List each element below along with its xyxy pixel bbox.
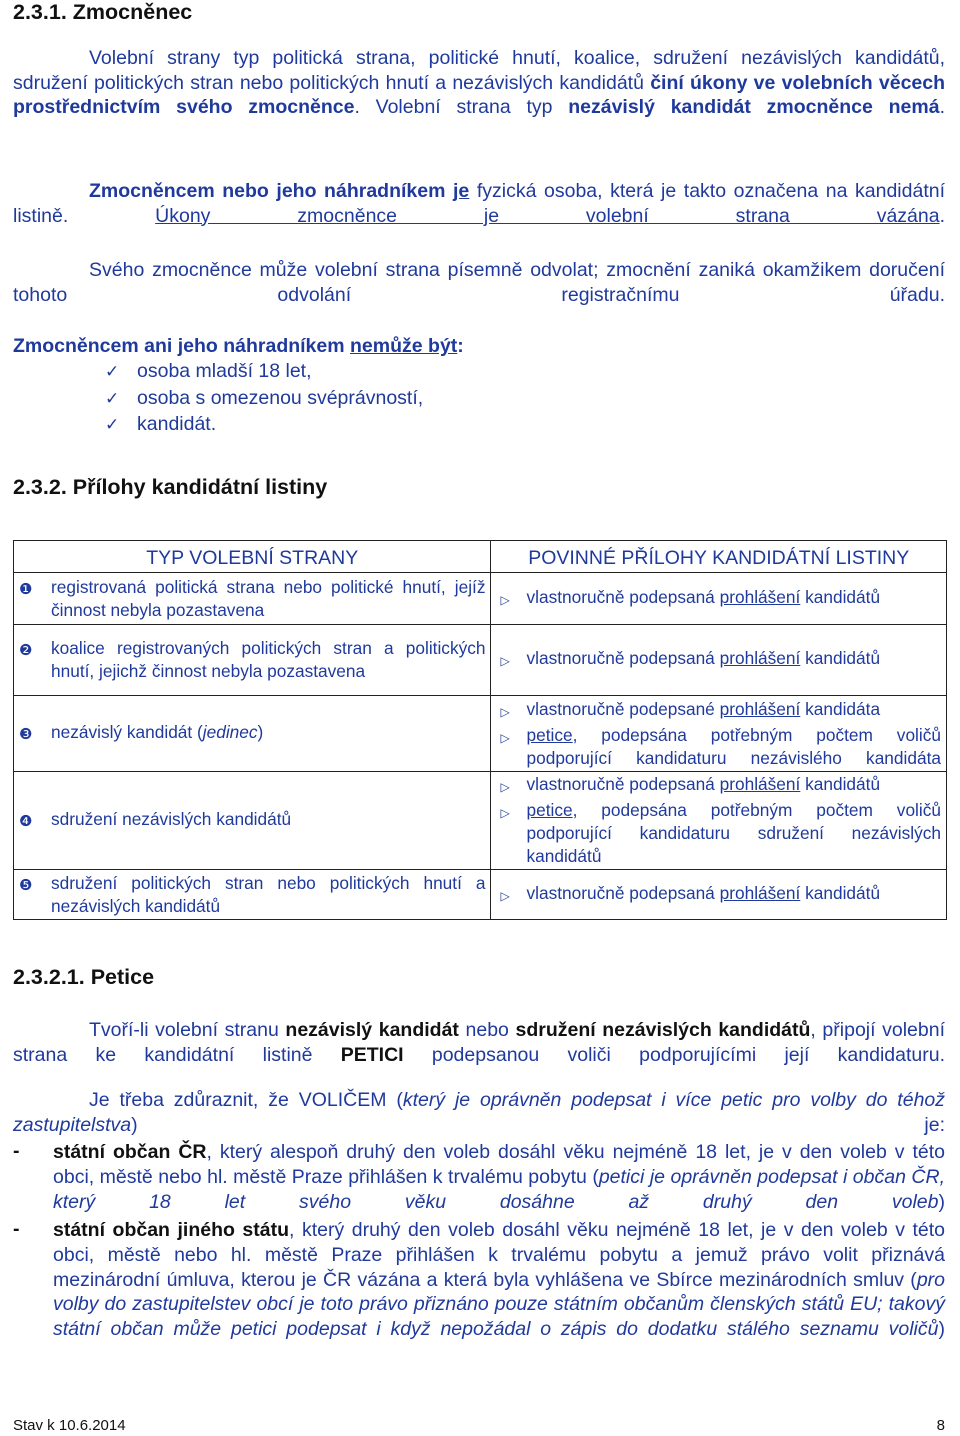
att-link: petice <box>526 724 573 745</box>
table-row <box>14 696 947 772</box>
check-icon: ✓ <box>105 361 120 381</box>
paragraph-odvolani: Svého zmocněnce může volební strana písemně odvolat; zmocnění zaniká okamžikem doručení tohoto odvolání registračnímu úřadu. <box>13 259 945 306</box>
petice-bold: PETICI <box>340 1043 404 1066</box>
table-header-row <box>14 541 947 573</box>
triangle-bullet-icon: ▷ <box>500 780 510 794</box>
condition-bold: státní občan ČR <box>53 1141 207 1163</box>
intro-text: Volební strany typ politická strana, politické hnutí, koalice, sdružení nezávislých kandidátů, sdružení politických stran nebo politických hnutí a nezávislých kandidátů <box>13 47 945 94</box>
nemuze-colon: : <box>457 335 464 357</box>
intro-end: . <box>939 96 945 118</box>
att-link: prohlášení <box>719 698 801 719</box>
att-link: petice <box>526 800 573 820</box>
footer-date: Stav k 10.6.2014 <box>13 1417 126 1434</box>
attachments-cell <box>491 696 947 772</box>
att-text: kandidátů <box>800 774 881 794</box>
type-cell <box>14 573 491 625</box>
attachments-cell <box>491 625 947 696</box>
dash-bullet: - <box>13 1218 20 1240</box>
type-label: registrovaná politická strana nebo politické hnutí, jejíž činnost nebyla pozastavena <box>51 576 486 620</box>
voter-condition-text <box>53 1140 945 1214</box>
att-text: , podepsána potřebným počtem voličů podporující kandidaturu sdružení nezávislých kandidátů <box>526 800 941 866</box>
att-text: vlastnoručně podepsaná <box>526 882 720 903</box>
att-text: vlastnoručně podepsaná <box>526 586 720 607</box>
att-text: , podepsána potřebným počtem voličů podporující kandidaturu nezávislého kandidáta <box>526 724 941 768</box>
intro-mid: . Volební strana typ <box>354 96 553 118</box>
att-text: kandidátů <box>800 882 881 903</box>
volic-text: Je třeba zdůraznit, že VOLIČEM ( <box>89 1089 403 1111</box>
petice-bold: sdružení nezávislých kandidátů <box>515 1019 811 1041</box>
def-bold: Zmocněncem nebo jeho náhradníkem <box>89 180 446 202</box>
triangle-bullet-icon: ▷ <box>500 888 510 903</box>
volic-text: ) je: <box>131 1113 945 1136</box>
number-badge-icon: ❹ <box>19 813 33 830</box>
voter-condition-item <box>13 1140 945 1214</box>
volic-italic: který je oprávněn podepsat i více petic pro volby do téhož zastupitelstva <box>13 1089 946 1136</box>
type-label: sdružení nezávislých kandidátů <box>51 809 292 829</box>
number-badge-icon: ❷ <box>19 642 33 659</box>
table-row <box>14 625 947 696</box>
number-badge-icon: ❺ <box>19 876 33 894</box>
voter-condition-item <box>13 1218 945 1342</box>
document-page <box>13 0 945 1436</box>
attachments-cell <box>491 870 947 920</box>
page-footer <box>13 1417 945 1434</box>
check-list-item <box>105 386 423 411</box>
nemuze-lead-underlined: nemůže být <box>350 335 458 357</box>
att-link: prohlášení <box>719 586 801 607</box>
paragraph-zmocnenec-definition <box>13 179 945 228</box>
att-link: prohlášení <box>719 648 801 668</box>
triangle-bullet-icon: ▷ <box>500 806 510 820</box>
petice-text: nebo <box>458 1019 516 1041</box>
petice-text: podepsanou voliči podporujícími její kandidaturu. <box>403 1043 945 1066</box>
condition-text: , který alespoň druhý den voleb dosáhl věku nejméně 18 let, je v den voleb v této obci, městě nebo hl. městě Praze přihlášen k trvalému pobytu ( <box>53 1141 945 1188</box>
att-text: vlastnoručně podepsané <box>526 698 720 719</box>
paragraph-nemuze-byt <box>13 334 945 359</box>
nemuze-lead: Zmocněncem ani jeho náhradníkem <box>13 335 345 357</box>
subsection-title: 2.3.2. Přílohy kandidátní listiny <box>13 475 328 499</box>
condition-end: ) <box>938 1190 945 1213</box>
condition-end: ) <box>938 1318 945 1341</box>
subsubsection-title: 2.3.2.1. Petice <box>13 965 155 989</box>
petice-text: , připojí volební strana ke kandidátní listině <box>13 1019 946 1066</box>
header-attachments: POVINNÉ PŘÍLOHY KANDIDÁTNÍ LISTINY <box>491 541 947 573</box>
type-cell <box>14 772 491 870</box>
condition-bold: státní občan jiného státu <box>53 1219 290 1241</box>
triangle-bullet-icon: ▷ <box>500 704 510 719</box>
triangle-bullet-icon: ▷ <box>500 730 510 745</box>
petice-text: Tvoří-li volební stranu <box>89 1019 286 1041</box>
check-item-label: osoba s omezenou svéprávností, <box>137 387 424 409</box>
table-row <box>14 772 947 870</box>
att-text: vlastnoručně podepsaná <box>526 774 720 794</box>
number-badge-icon: ❶ <box>19 580 33 598</box>
check-icon: ✓ <box>105 414 120 434</box>
attachments-cell <box>491 573 947 625</box>
intro-bold2: nezávislý kandidát zmocněnce nemá <box>568 96 940 118</box>
paragraph-zmocnenec-intro <box>13 46 945 120</box>
type-label: nezávislý kandidát ( <box>51 722 203 742</box>
condition-italic: petici je oprávněn podepsat i občan ČR, který 18 let svého věku dosáhne až druhý den voleb <box>53 1165 945 1213</box>
type-label: koalice registrovaných politických stran a politických hnutí, jejichž činnost nebyla pozastavena <box>51 638 486 681</box>
attachments-table <box>13 540 947 920</box>
triangle-bullet-icon: ▷ <box>500 592 510 607</box>
check-list-item <box>105 412 216 437</box>
def-bold-underlined: je <box>453 180 470 202</box>
att-text: kandidáta <box>800 698 881 719</box>
intro-bold: činí úkony ve volebních věcech prostřednictvím svého zmocněnce <box>13 71 946 118</box>
attachments-cell <box>491 772 947 870</box>
table-row <box>14 870 947 920</box>
def-underlined: Úkony zmocněnce je volební strana vázána <box>155 204 940 227</box>
check-list-item <box>105 359 312 384</box>
check-item-label: osoba mladší 18 let, <box>137 360 312 382</box>
att-link: prohlášení <box>719 774 801 794</box>
number-badge-icon: ❸ <box>19 726 33 743</box>
def-text: fyzická osoba, která je takto označena na kandidátní listině. <box>13 180 945 227</box>
triangle-bullet-icon: ▷ <box>500 654 510 668</box>
condition-italic: pro volby do zastupitelstev obcí je toto právo přiznáno pouze státním občanům členských států EU; takový státní občan může petici podepsat i když nepožádal o zápis do dodatku stálého seznamu voličů <box>53 1268 945 1341</box>
type-cell <box>14 870 491 920</box>
condition-text: , který druhý den voleb dosáhl věku nejméně 18 let, je v den voleb v této obci, městě nebo hl. městě Praze přihlášen k trvalému pobytu a jemuž právo volit přiznává mezinárodní úmluva, kterou je ČR vázána a která byla vyhlášena ve Sbírce mezinárodních smluv ( <box>53 1219 945 1291</box>
dash-bullet: - <box>13 1140 20 1162</box>
att-text: kandidátů <box>800 648 881 668</box>
att-text: kandidátů <box>800 586 881 607</box>
att-text: vlastnoručně podepsaná <box>526 648 720 668</box>
paragraph-volic <box>13 1088 945 1137</box>
voter-condition-text <box>53 1218 945 1342</box>
table-row <box>14 573 947 625</box>
paragraph-petice <box>13 1018 945 1067</box>
att-link: prohlášení <box>719 882 801 903</box>
petice-bold: nezávislý kandidát <box>285 1019 459 1041</box>
header-type: TYP VOLEBNÍ STRANY <box>14 541 491 573</box>
type-label: sdružení politických stran nebo politických hnutí a nezávislých kandidátů <box>51 872 486 916</box>
type-label-italic: jedinec <box>202 722 258 742</box>
check-item-label: kandidát. <box>137 413 217 435</box>
def-end: . <box>939 204 946 227</box>
type-label-end: ) <box>257 722 264 742</box>
section-title: 2.3.1. Zmocněnec <box>13 0 193 24</box>
check-icon: ✓ <box>105 388 120 408</box>
page-number: 8 <box>936 1417 945 1434</box>
type-cell <box>14 696 491 772</box>
type-cell <box>14 625 491 696</box>
